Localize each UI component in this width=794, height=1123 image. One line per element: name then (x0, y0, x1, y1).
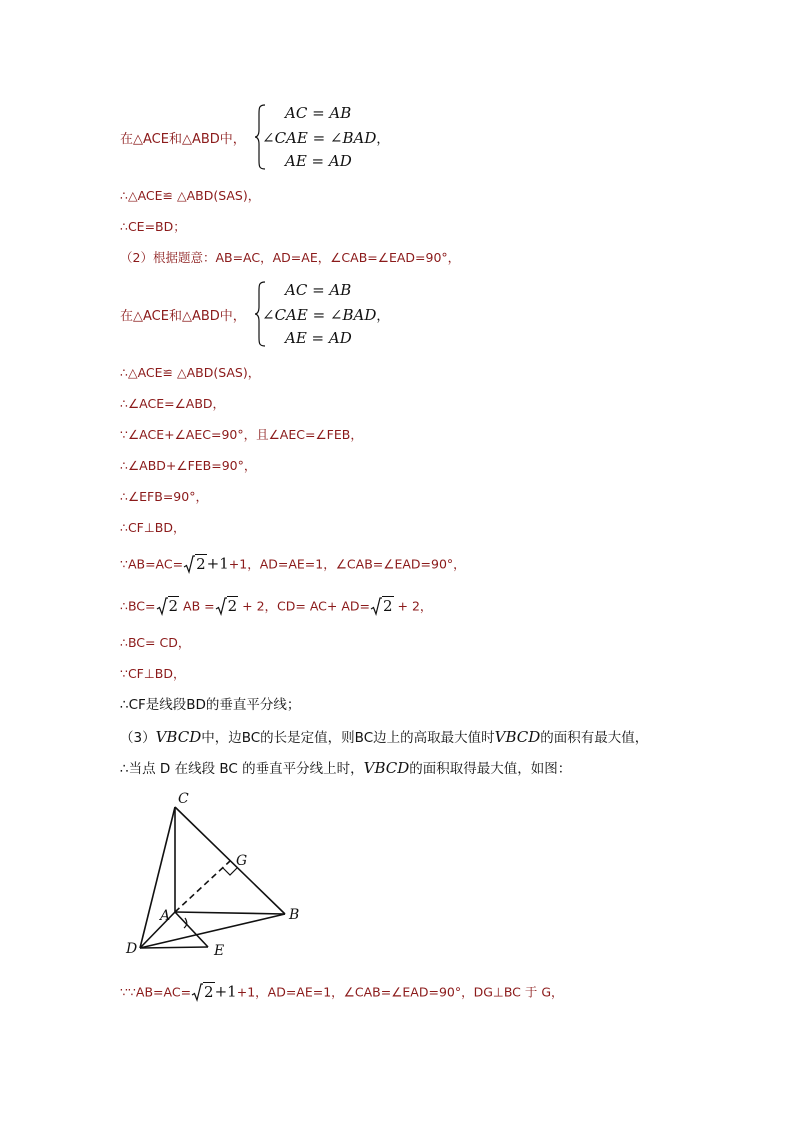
label-d: D (126, 941, 138, 957)
label-a: A (160, 908, 171, 924)
text-line (120, 760, 571, 777)
text-line-sqrt (120, 983, 564, 1003)
plus-one: +1 (214, 982, 237, 1001)
sqrt-symbol (370, 597, 382, 617)
equation-ae-ad: AE = AD (285, 329, 352, 347)
sqrt-symbol (191, 983, 203, 1003)
label-b: B (289, 907, 300, 923)
segment-de (140, 947, 208, 948)
triangle-symbol: VBCD (155, 728, 202, 746)
text-segment: 的面积有最大值， (540, 730, 649, 746)
text-line-sqrt (120, 597, 432, 617)
text-segment: ∵∵AB=AC= (120, 984, 192, 1000)
text-line: ∴△ACE≌ △ABD(SAS)， (120, 365, 261, 380)
text-line (120, 729, 648, 746)
triangle-symbol: VBCD (363, 759, 410, 777)
text-line: （2）根据题意：AB=AC，AD=AE，∠CAB=∠EAD=90°， (120, 250, 461, 265)
sqrt-radicand: 2 (383, 596, 393, 615)
text-segment: ∴BC= (120, 598, 156, 614)
text-segment: AB = (179, 598, 215, 614)
text-line-sqrt (120, 555, 466, 575)
sqrt-radicand: 2 (204, 982, 214, 1001)
equation-angle-text: ∠CAE = ∠BAD (262, 129, 377, 147)
equation-angle (262, 305, 389, 324)
equation-ac-ab: AC = AB (285, 281, 352, 299)
sqrt-symbol (215, 597, 227, 617)
sqrt-symbol (183, 555, 195, 575)
text-line: ∴∠ACE=∠ABD， (120, 396, 226, 411)
text-line: ∴△ACE≌ △ABD(SAS)， (120, 188, 261, 203)
sqrt-radicand: 2 (168, 596, 179, 615)
sqrt-radicand: 2 (227, 596, 238, 615)
text-line: ∴∠EFB=90°， (120, 489, 208, 504)
equation-tail: ， (376, 132, 390, 147)
text-segment: （3） (120, 730, 156, 746)
segment-ag-dashed (175, 861, 230, 912)
geometry-figure (120, 785, 320, 960)
triangle-symbol: VBCD (494, 728, 541, 746)
text-line: ∴CF是线段BD的垂直平分线； (120, 697, 301, 713)
segment-cb (175, 807, 285, 914)
text-segment: ∴当点 D 在线段 BC 的垂直平分线上时， (120, 761, 364, 777)
text-segment: 的面积取得最大值，如图： (409, 761, 572, 777)
text-segment: + 2，CD= AC+ AD= (238, 598, 370, 614)
system-label: 在△ACE和△ABD中， (120, 309, 246, 324)
text-line: ∴∠ABD+∠FEB=90°， (120, 458, 257, 473)
label-e: E (214, 943, 225, 959)
equation-ae-ad: AE = AD (285, 152, 352, 170)
equation-angle-text: ∠CAE = ∠BAD (262, 306, 377, 324)
sqrt-radicand: 2 (196, 554, 206, 573)
plus-one: +1 (206, 554, 229, 573)
text-segment: + 2， (393, 598, 433, 614)
system-label: 在△ACE和△ABD中， (120, 132, 246, 147)
text-segment: ∵AB=AC= (120, 556, 184, 572)
right-angle-mark (223, 868, 237, 875)
text-segment: +1，AD=AE=1，∠CAB=∠EAD=90°，DG⊥BC 于 G， (236, 984, 564, 1000)
segment-ab (175, 912, 285, 914)
segment-ae (175, 912, 208, 947)
text-segment: +1，AD=AE=1，∠CAB=∠EAD=90°， (228, 556, 466, 572)
sqrt-symbol (156, 597, 168, 617)
segment-cd (140, 807, 175, 948)
text-line: ∴CE=BD； (120, 219, 186, 234)
text-segment: 中，边BC的长是定值，则BC边上的高取最大值时 (201, 730, 495, 746)
text-line: ∵∠ACE+∠AEC=90°，且∠AEC=∠FEB， (120, 427, 363, 442)
text-line: ∴BC= CD， (120, 635, 191, 650)
text-line: ∵CF⊥BD， (120, 666, 186, 681)
label-c: C (178, 791, 189, 807)
equation-tail: ， (376, 309, 390, 324)
equation-angle (262, 128, 389, 147)
equation-ac-ab: AC = AB (285, 104, 352, 122)
text-line: ∴CF⊥BD， (120, 520, 186, 535)
label-g: G (236, 853, 248, 869)
